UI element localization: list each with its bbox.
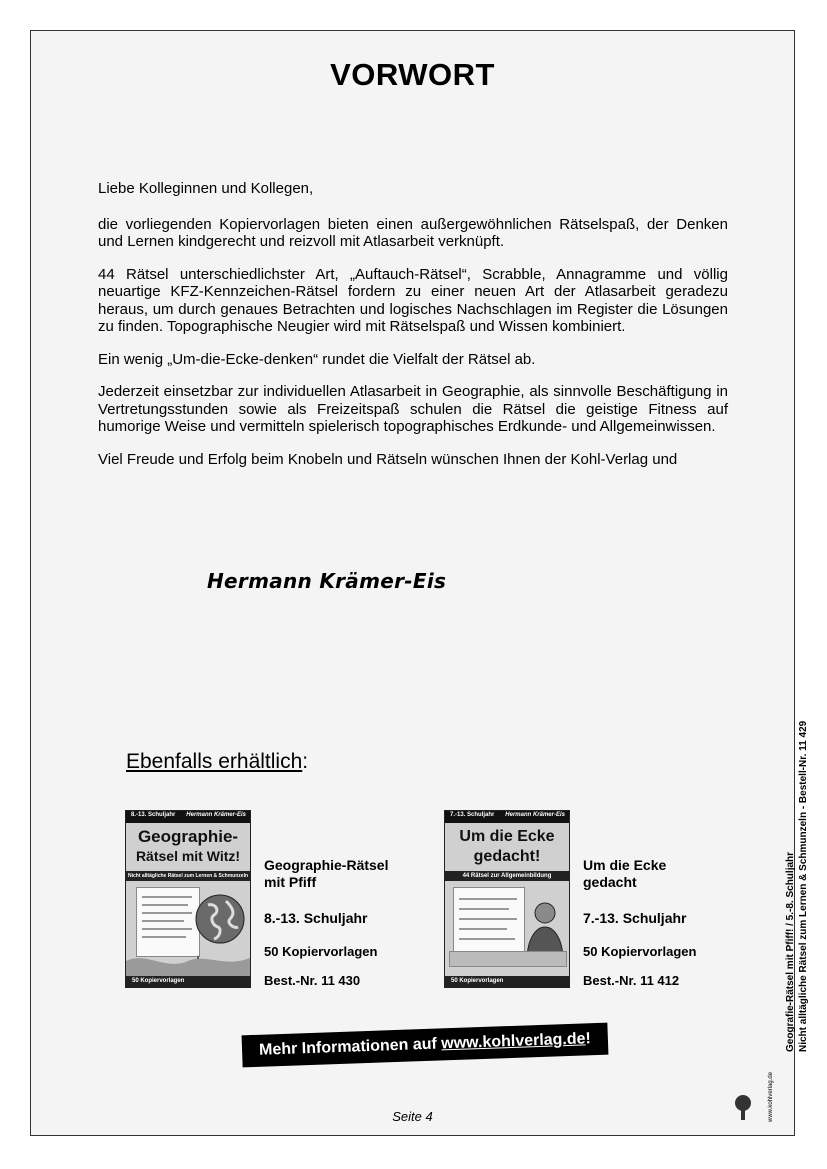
wave-decoration [126, 947, 251, 977]
website-link[interactable]: www.kohlverlag.de [440, 1030, 586, 1053]
side-imprint-line-1: Geografie-Rätsel mit Pfiff! / 5.-8. Schuljahr [785, 851, 796, 1052]
publisher-url: www.kohlverlag.de [768, 1071, 774, 1122]
tree-logo-icon [732, 1094, 754, 1120]
paragraph-5: Viel Freude und Erfolg beim Knobeln und Rätseln wünschen Ihnen der Kohl-Verlag und [98, 450, 678, 468]
product-order-number: Best.-Nr. 11 430 [264, 973, 361, 988]
cover-footer: 50 Kopiervorlagen [126, 976, 250, 987]
cover-band [445, 811, 569, 823]
greeting: Liebe Kolleginnen und Kollegen, [98, 180, 314, 197]
paragraph-2: 44 Rätsel unterschiedlichster Art, „Auftauch-Rätsel“, Scrabble, Annagramme und völlig neuartige KFZ-Kennzeichen-Rätsel fordern zu einer neuen Art der Atlasarbeit geradezu heraus, um durch genaues Betrachten und logisches Nachschlagen im Register die Lösungen zu finden. Topographische Neugier wird mit Rätselspaß und Wissen kombiniert. [98, 265, 728, 335]
product-name-line-1: Um die Ecke [583, 857, 667, 873]
cover-book-stack [449, 951, 567, 967]
cover-grade: 8.-13. Schuljahr [131, 812, 176, 818]
product-name-line-2: gedacht [583, 874, 637, 890]
cover-title-line-2: Rätsel mit Witz! [135, 848, 241, 864]
author-signature: Hermann Krämer-Eis [207, 569, 447, 593]
product-copies: 50 Kopiervorlagen [583, 944, 697, 959]
foreword-body [98, 180, 728, 483]
kohl-logo [732, 1058, 774, 1122]
banner-suffix: ! [585, 1030, 592, 1048]
side-imprint [784, 721, 810, 1052]
banner-text: Mehr Informationen auf [258, 1035, 442, 1059]
product-cover-um-die-ecke[interactable] [444, 810, 570, 988]
page-title: VORWORT [330, 57, 495, 92]
cover-band [126, 811, 250, 823]
cover-worksheet [453, 887, 525, 953]
also-available-heading [126, 750, 308, 774]
product-info-um-die-ecke [583, 857, 696, 989]
product-name-line-1: Geographie-Rätsel [264, 857, 389, 873]
side-imprint-line-2: Nicht alltägliche Rätsel zum Lernen & Schmunzeln - Bestell-Nr. 11 429 [798, 720, 809, 1052]
paragraph-1: die vorliegenden Kopiervorlagen bieten einen außergewöhnlichen Rätselspaß, der Denken und Lernen kindgerecht und reizvoll mit Atlasarbeit verknüpft. [98, 215, 728, 250]
globe-icon [194, 893, 246, 945]
product-order-number: Best.-Nr. 11 412 [583, 973, 680, 988]
also-available-label: Ebenfalls erhältlich [126, 750, 303, 773]
product-info-geographie [264, 857, 388, 989]
cover-grade: 7.-13. Schuljahr [450, 812, 495, 818]
product-name-line-2: mit Pfiff [264, 874, 317, 890]
product-cover-geographie[interactable] [125, 810, 251, 988]
page-number: Seite 4 [392, 1109, 433, 1124]
cover-title-line-1: Geographie- [137, 827, 239, 846]
also-available-colon: : [302, 750, 309, 773]
product-grade: 7.-13. Schuljahr [583, 910, 687, 926]
paragraph-3: Ein wenig „Um-die-Ecke-denken“ rundet die Vielfalt der Rätsel ab. [98, 350, 536, 368]
cover-subtitle: 44 Rätsel zur Allgemeinbildung [445, 871, 569, 881]
cover-author: Hermann Krämer-Eis [505, 812, 565, 818]
product-grade: 8.-13. Schuljahr [264, 910, 368, 926]
product-copies: 50 Kopiervorlagen [264, 944, 378, 959]
cover-author: Hermann Krämer-Eis [186, 812, 246, 818]
cover-subtitle: Nicht alltägliche Rätsel zum Lernen & Schmunzeln [127, 873, 249, 879]
cover-title-line-1: Um die Ecke [459, 828, 555, 845]
paragraph-4: Jederzeit einsetzbar zur individuellen Atlasarbeit in Geographie, als sinnvolle Beschäftigung in Vertretungsstunden sowie als Freizeitspaß schulen die Rätsel die geistige Fitness auf humorige Weise und vermitteln spielerisch topographisches Erdkunde- und Allgemeinwissen. [98, 383, 728, 435]
cover-title-line-2: gedacht! [473, 848, 541, 865]
cover-footer: 50 Kopiervorlagen [445, 976, 569, 987]
